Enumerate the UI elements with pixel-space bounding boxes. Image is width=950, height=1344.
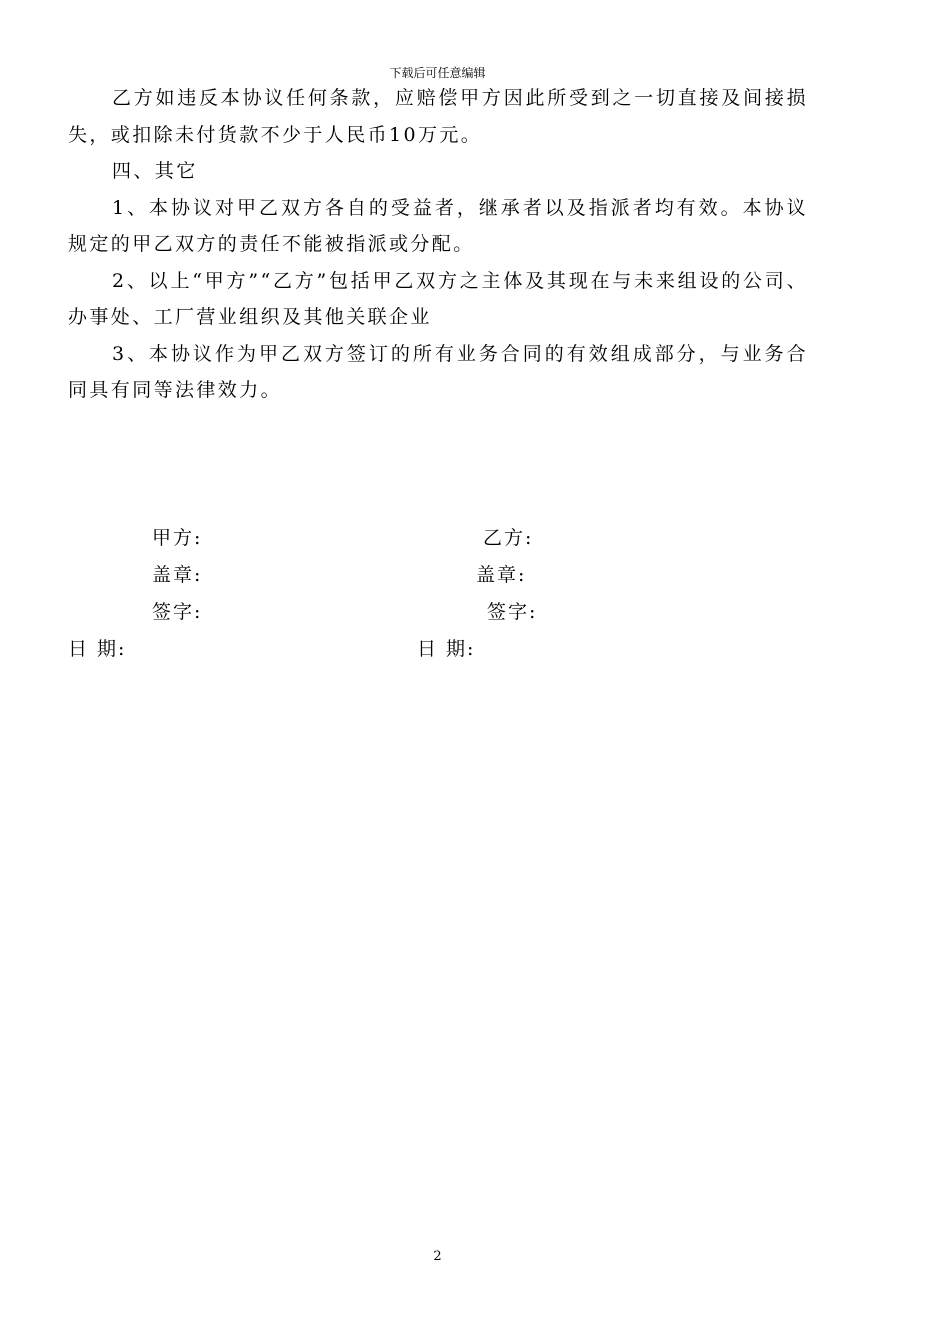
clause-2-paragraph: 2、以上“甲方”“乙方”包括甲乙双方之主体及其现在与未来组设的公司、办事处、工厂营业组织及其他关联企业 <box>68 269 808 328</box>
header-note: 下载后可任意编辑 <box>389 66 486 80</box>
party-a-sign-label: 签字: <box>152 601 203 623</box>
party-a-seal-label: 盖章: <box>152 564 203 586</box>
party-b-label: 乙方: <box>483 527 534 549</box>
section-heading-other: 四、其它 <box>112 160 198 182</box>
clause-3-paragraph: 3、本协议作为甲乙双方签订的所有业务合同的有效组成部分，与业务合同具有同等法律效力。 <box>68 342 808 401</box>
breach-clause-paragraph: 乙方如违反本协议任何条款，应赔偿甲方因此所受到之一切直接及间接损失，或扣除未付货款不少于人民币10万元。 <box>68 87 808 146</box>
agreement-body <box>68 80 808 409</box>
page-number: 2 <box>433 1249 442 1264</box>
party-b-date-label: 日 期: <box>417 638 476 660</box>
party-a-label: 甲方: <box>152 527 203 549</box>
party-b-seal-label: 盖章: <box>476 564 527 586</box>
clause-1-paragraph: 1、本协议对甲乙双方各自的受益者，继承者以及指派者均有效。本协议规定的甲乙双方的责任不能被指派或分配。 <box>68 196 808 255</box>
party-a-date-label: 日 期: <box>68 638 127 660</box>
party-b-sign-label: 签字: <box>487 601 538 623</box>
